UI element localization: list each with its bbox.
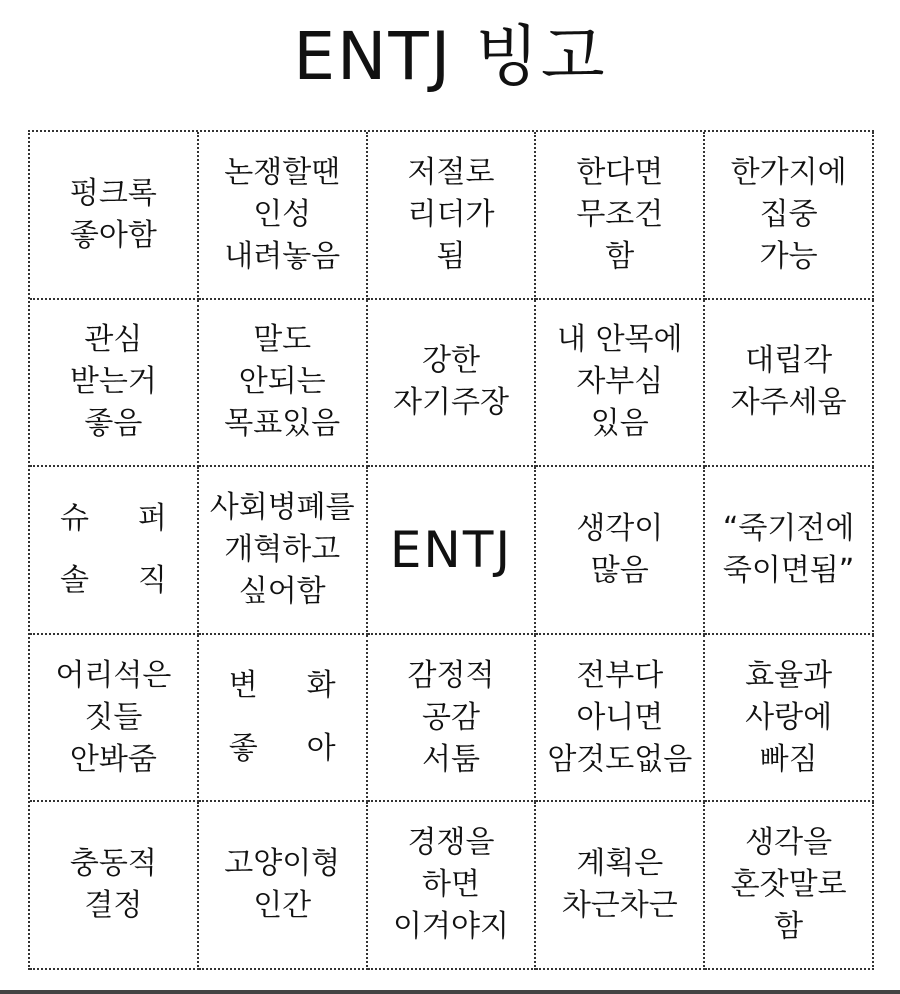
- cell-text-line: 전부다: [576, 657, 664, 693]
- bingo-free-cell: [368, 467, 537, 635]
- cell-text-line: 무조건: [576, 196, 664, 232]
- cell-text-line: 함: [605, 238, 635, 274]
- bingo-cell: [705, 300, 874, 468]
- bingo-cell: [199, 802, 368, 970]
- bingo-cell: [705, 132, 874, 300]
- bottom-divider: [0, 990, 900, 994]
- cell-text-line: [52, 498, 175, 540]
- cell-text-line: 감정적: [407, 657, 495, 693]
- bingo-cell: [30, 635, 199, 803]
- bingo-cell: [199, 635, 368, 803]
- page-title: ENTJ 빙고: [293, 18, 607, 95]
- cell-text-line: 집중: [759, 196, 818, 232]
- cell-text-line: 관심: [84, 322, 143, 358]
- cell-text-line: 펑크록: [69, 175, 157, 211]
- cell-text-line: 자부심: [576, 364, 664, 400]
- cell-text-line: 대립각: [745, 343, 833, 379]
- cell-text-line: 개혁하고: [224, 531, 341, 567]
- cell-text-line: 내 안목에: [557, 322, 683, 358]
- cell-text-line: 어리석은: [55, 657, 172, 693]
- bingo-board: [28, 130, 874, 970]
- cell-text-line: ENTJ: [389, 520, 513, 579]
- bingo-cell: [705, 802, 874, 970]
- bingo-cell: [199, 300, 368, 468]
- cell-text-line: 인간: [253, 888, 312, 924]
- cell-text-line: 한다면: [576, 154, 664, 190]
- bingo-cell: [199, 132, 368, 300]
- cell-text-line: 공감: [422, 699, 480, 735]
- cell-text-line: [221, 665, 344, 707]
- cell-text-line: 리더가: [407, 196, 495, 232]
- cell-text-line: 효율과: [745, 657, 833, 693]
- cell-text-line: 싶어함: [238, 573, 326, 609]
- bingo-cell: [368, 802, 537, 970]
- cell-text-line: 서툼: [422, 741, 480, 777]
- cell-text-line: 고양이형: [224, 846, 341, 882]
- cell-char: 화: [306, 668, 336, 704]
- bingo-cell: [199, 467, 368, 635]
- cell-text-line: 차근차근: [561, 888, 678, 924]
- cell-text-line: 생각을: [745, 825, 833, 861]
- cell-text-line: 자주세움: [730, 385, 847, 421]
- cell-text-line: 결정: [84, 888, 143, 924]
- cell-text-line: 인성: [253, 196, 312, 232]
- cell-text-line: 안봐줌: [69, 741, 157, 777]
- bingo-cell: [536, 802, 705, 970]
- cell-text-line: 암것도없음: [547, 741, 693, 777]
- cell-text-line: 계획은: [576, 846, 664, 882]
- bingo-cell: [536, 132, 705, 300]
- cell-text-line: 자기주장: [393, 385, 509, 421]
- cell-text-line: 충동적: [69, 846, 157, 882]
- bingo-cell: [30, 802, 199, 970]
- bingo-cell: [368, 635, 537, 803]
- cell-text-line: 좋음: [84, 406, 143, 442]
- cell-text-line: 생각이: [576, 510, 664, 546]
- cell-text-line: 죽이면됨”: [722, 552, 855, 588]
- cell-text-line: 경쟁을: [407, 825, 495, 861]
- cell-char: 퍼: [137, 500, 167, 536]
- bingo-cell: [30, 300, 199, 468]
- cell-text-line: 한가지에: [730, 154, 847, 190]
- cell-text-line: [221, 728, 344, 770]
- bingo-cell: [536, 300, 705, 468]
- bingo-cell: [536, 467, 705, 635]
- cell-text-line: 함: [774, 909, 804, 945]
- bingo-cell: [705, 467, 874, 635]
- cell-char: 좋: [228, 730, 258, 766]
- cell-text-line: 가능: [759, 238, 818, 274]
- cell-text-line: 사랑에: [745, 699, 833, 735]
- cell-text-line: 강한: [422, 343, 480, 379]
- cell-text-line: 아니면: [576, 699, 664, 735]
- cell-char: 직: [137, 563, 167, 599]
- cell-text-line: 짓들: [84, 699, 143, 735]
- cell-text-line: 이겨야지: [393, 909, 509, 945]
- cell-text-line: “죽기전에: [722, 510, 855, 546]
- cell-text-line: [52, 560, 175, 602]
- cell-text-line: 하면: [422, 867, 480, 903]
- cell-char: 솔: [60, 563, 89, 599]
- bingo-cell: [536, 635, 705, 803]
- bingo-cell: [30, 132, 199, 300]
- cell-char: 변: [228, 668, 258, 704]
- bingo-cell: [368, 132, 537, 300]
- cell-char: 슈: [60, 500, 89, 536]
- cell-text-line: 혼잣말로: [730, 867, 847, 903]
- cell-text-line: 내려놓음: [224, 238, 341, 274]
- cell-text-line: 많음: [590, 552, 649, 588]
- bingo-cell: [368, 300, 537, 468]
- cell-text-line: 안되는: [238, 364, 326, 400]
- cell-char: 아: [306, 730, 336, 766]
- cell-text-line: 목표있음: [224, 406, 341, 442]
- cell-text-line: 받는거: [69, 364, 157, 400]
- cell-text-line: 말도: [253, 322, 312, 358]
- cell-text-line: 사회병폐를: [209, 489, 355, 525]
- cell-text-line: 됨: [436, 238, 466, 274]
- cell-text-line: 논쟁할땐: [224, 154, 341, 190]
- cell-text-line: 있음: [590, 406, 649, 442]
- cell-text-line: 저절로: [407, 154, 495, 190]
- cell-text-line: 빠짐: [759, 741, 818, 777]
- bingo-cell: [30, 467, 199, 635]
- cell-text-line: 좋아함: [69, 217, 157, 253]
- bingo-cell: [705, 635, 874, 803]
